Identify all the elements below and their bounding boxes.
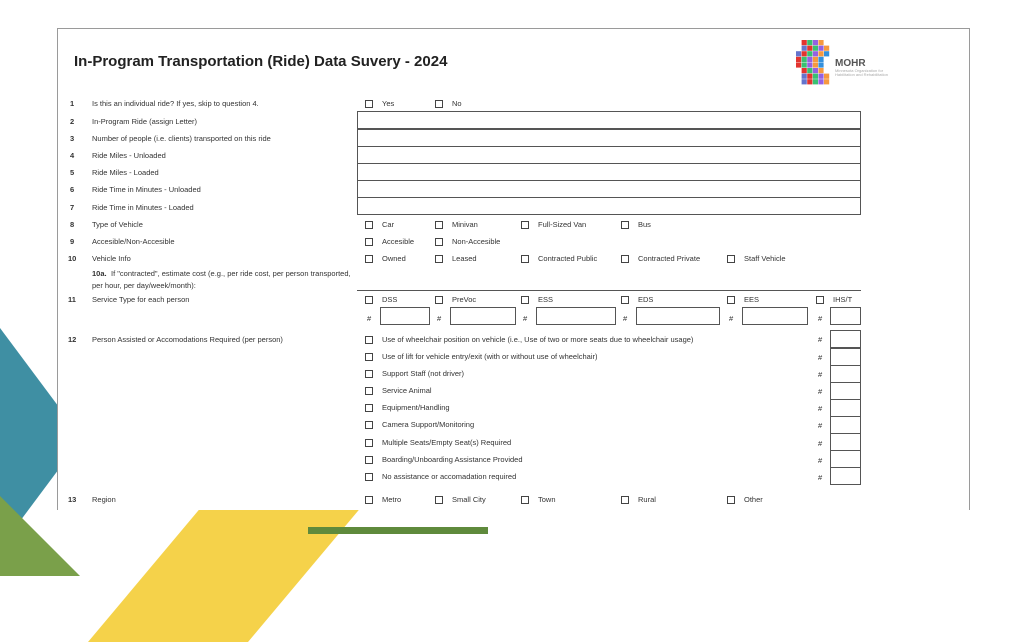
- q11-ihst-hash: #: [818, 314, 823, 323]
- q13-metro-checkbox[interactable]: [365, 496, 373, 504]
- q8-car-checkbox[interactable]: [365, 221, 373, 229]
- q9-nonaccesible-label: Non-Accesible: [452, 237, 501, 246]
- q12-label: Person Assisted or Accomodations Required (per person): [92, 335, 283, 344]
- q8-fullvan-checkbox[interactable]: [521, 221, 529, 229]
- q12-support-staff-label: Support Staff (not driver): [382, 369, 464, 378]
- q12-wheelchair-count-field[interactable]: [830, 330, 861, 348]
- q7-label: Ride Time in Minutes - Loaded: [92, 203, 194, 212]
- q12-no-assistance-checkbox[interactable]: [365, 473, 373, 481]
- q11-prevoc-count-field[interactable]: [450, 307, 516, 325]
- q1-no-label: No: [452, 99, 462, 108]
- q10a-label: If "contracted", estimate cost (e.g., per ride cost, per person transported, per hour, per day/week/month):: [92, 269, 351, 290]
- q8-number: 8: [70, 220, 75, 229]
- q12-service-animal-count-field[interactable]: [830, 382, 861, 400]
- q12-support-staff-count-field[interactable]: [830, 365, 861, 383]
- q10-staff-vehicle-checkbox[interactable]: [727, 255, 735, 263]
- q5-miles-loaded-field[interactable]: [357, 163, 861, 181]
- q12-lift-label: Use of lift for vehicle entry/exit (with or without use of wheelchair): [382, 352, 598, 361]
- q11-ess-checkbox[interactable]: [521, 296, 529, 304]
- q12-boarding-count-field[interactable]: [830, 450, 861, 468]
- q1-no-checkbox[interactable]: [435, 100, 443, 108]
- q12-multiple-seats-label: Multiple Seats/Empty Seat(s) Required: [382, 438, 512, 447]
- q12-camera-checkbox[interactable]: [365, 421, 373, 429]
- q8-bus-checkbox[interactable]: [621, 221, 629, 229]
- q11-ees-count-field[interactable]: [742, 307, 808, 325]
- q10-owned-label: Owned: [382, 254, 406, 263]
- q11-ess-count-field[interactable]: [536, 307, 616, 325]
- q12-service-animal-checkbox[interactable]: [365, 387, 373, 395]
- q11-ihst-label: IHS/T: [833, 295, 853, 304]
- q10a-number: 10a.: [92, 269, 107, 278]
- q9-accesible-checkbox[interactable]: [365, 238, 373, 246]
- q10-contracted-public-label: Contracted Public: [538, 254, 598, 263]
- q12-service-animal-hash: #: [818, 387, 823, 396]
- q13-other-checkbox[interactable]: [727, 496, 735, 504]
- q12-no-assistance-count-field[interactable]: [830, 467, 861, 485]
- q13-number: 13: [68, 495, 77, 504]
- q11-dss-count-field[interactable]: [380, 307, 430, 325]
- q10-contracted-private-label: Contracted Private: [638, 254, 701, 263]
- q10-owned-checkbox[interactable]: [365, 255, 373, 263]
- q8-car-label: Car: [382, 220, 395, 229]
- q5-label: Ride Miles - Loaded: [92, 168, 159, 177]
- q12-wheelchair-hash: #: [818, 335, 823, 344]
- q2-ride-letter-field[interactable]: [357, 111, 861, 129]
- q12-multiple-seats-hash: #: [818, 439, 823, 448]
- q13-label: Region: [92, 495, 116, 504]
- q11-eds-label: EDS: [638, 295, 654, 304]
- q12-camera-count-field[interactable]: [830, 416, 861, 434]
- q10-leased-checkbox[interactable]: [435, 255, 443, 263]
- q10-label: Vehicle Info: [92, 254, 131, 263]
- q12-equipment-hash: #: [818, 404, 823, 413]
- q13-other-label: Other: [744, 495, 763, 504]
- q10-contracted-private-checkbox[interactable]: [621, 255, 629, 263]
- q2-label: In-Program Ride (assign Letter): [92, 117, 198, 126]
- q9-nonaccesible-checkbox[interactable]: [435, 238, 443, 246]
- q13-rural-label: Rural: [638, 495, 656, 504]
- q12-equipment-count-field[interactable]: [830, 399, 861, 417]
- q11-ess-hash: #: [523, 314, 528, 323]
- q11-number: 11: [68, 295, 76, 304]
- q5-number: 5: [70, 168, 75, 177]
- q12-wheelchair-checkbox[interactable]: [365, 336, 373, 344]
- q11-ihst-checkbox[interactable]: [816, 296, 824, 304]
- q8-minivan-label: Minivan: [452, 220, 478, 229]
- q3-number: 3: [70, 134, 75, 143]
- page-title: In-Program Transportation (Ride) Data Suvery - 2024: [74, 53, 448, 70]
- q12-lift-count-field[interactable]: [830, 348, 861, 366]
- q1-yes-label: Yes: [382, 99, 395, 108]
- q11-eds-count-field[interactable]: [636, 307, 720, 325]
- q11-prevoc-label: PreVoc: [452, 295, 477, 304]
- q8-label: Type of Vehicle: [92, 220, 143, 229]
- q1-number: 1: [70, 99, 75, 108]
- q11-ihst-count-field[interactable]: [830, 307, 861, 325]
- q4-miles-unloaded-field[interactable]: [357, 146, 861, 164]
- q11-label: Service Type for each person: [92, 295, 190, 304]
- q12-support-staff-checkbox[interactable]: [365, 370, 373, 378]
- q11-ees-checkbox[interactable]: [727, 296, 735, 304]
- q11-dss-label: DSS: [382, 295, 398, 304]
- q12-service-animal-label: Service Animal: [382, 386, 432, 395]
- q3-people-count-field[interactable]: [357, 129, 861, 147]
- logo-name: MOHR: [835, 58, 866, 69]
- q11-prevoc-hash: #: [437, 314, 442, 323]
- green-bar-decoration: [308, 527, 488, 534]
- q11-prevoc-checkbox[interactable]: [435, 296, 443, 304]
- q10-staff-vehicle-label: Staff Vehicle: [744, 254, 786, 263]
- q6-time-unloaded-field[interactable]: [357, 180, 861, 198]
- q7-time-loaded-field[interactable]: [357, 197, 861, 215]
- q10-contracted-public-checkbox[interactable]: [521, 255, 529, 263]
- q11-ess-label: ESS: [538, 295, 554, 304]
- q10a-cost-line[interactable]: [357, 290, 861, 291]
- q2-number: 2: [70, 117, 75, 126]
- q9-label: Accesible/Non-Accesible: [92, 237, 175, 246]
- q12-boarding-label: Boarding/Unboarding Assistance Provided: [382, 455, 523, 464]
- q12-camera-label: Camera Support/Monitoring: [382, 420, 475, 429]
- q12-equipment-checkbox[interactable]: [365, 404, 373, 412]
- q6-number: 6: [70, 185, 75, 194]
- q10-number: 10: [68, 254, 77, 263]
- q11-eds-hash: #: [623, 314, 628, 323]
- q12-number: 12: [68, 335, 77, 344]
- q6-label: Ride Time in Minutes - Unloaded: [92, 185, 201, 194]
- q12-boarding-hash: #: [818, 456, 823, 465]
- q10-leased-label: Leased: [452, 254, 477, 263]
- q8-fullvan-label: Full-Sized Van: [538, 220, 587, 229]
- q13-town-checkbox[interactable]: [521, 496, 529, 504]
- q12-equipment-label: Equipment/Handling: [382, 403, 450, 412]
- q11-dss-checkbox[interactable]: [365, 296, 373, 304]
- q3-label: Number of people (i.e. clients) transported on this ride: [92, 134, 271, 143]
- q13-rural-checkbox[interactable]: [621, 496, 629, 504]
- q12-multiple-seats-checkbox[interactable]: [365, 439, 373, 447]
- q1-label: Is this an individual ride? If yes, skip to question 4.: [92, 99, 259, 108]
- q13-town-label: Town: [538, 495, 556, 504]
- q12-camera-hash: #: [818, 421, 823, 430]
- q11-ees-hash: #: [729, 314, 734, 323]
- q11-eds-checkbox[interactable]: [621, 296, 629, 304]
- q12-lift-checkbox[interactable]: [365, 353, 373, 361]
- q4-number: 4: [70, 151, 75, 160]
- q4-label: Ride Miles - Unloaded: [92, 151, 166, 160]
- q1-yes-checkbox[interactable]: [365, 100, 373, 108]
- q7-number: 7: [70, 203, 75, 212]
- q9-accesible-label: Accesible: [382, 237, 415, 246]
- q12-boarding-checkbox[interactable]: [365, 456, 373, 464]
- q9-number: 9: [70, 237, 75, 246]
- q12-wheelchair-label: Use of wheelchair position on vehicle (i.e., Use of two or more seats due to wheelchair usage): [382, 335, 694, 344]
- q11-ees-label: EES: [744, 295, 760, 304]
- q8-bus-label: Bus: [638, 220, 651, 229]
- q11-dss-hash: #: [367, 314, 372, 323]
- logo-tagline: Minnesota Organization for Habilitation and Rehabilitation: [835, 68, 888, 77]
- q12-no-assistance-hash: #: [818, 473, 823, 482]
- q12-lift-hash: #: [818, 353, 823, 362]
- q12-no-assistance-label: No assistance or accomadation required: [382, 472, 517, 481]
- q12-multiple-seats-count-field[interactable]: [830, 433, 861, 451]
- q12-support-staff-hash: #: [818, 370, 823, 379]
- q13-small-city-checkbox[interactable]: [435, 496, 443, 504]
- q13-metro-label: Metro: [382, 495, 402, 504]
- q8-minivan-checkbox[interactable]: [435, 221, 443, 229]
- q13-small-city-label: Small City: [452, 495, 486, 504]
